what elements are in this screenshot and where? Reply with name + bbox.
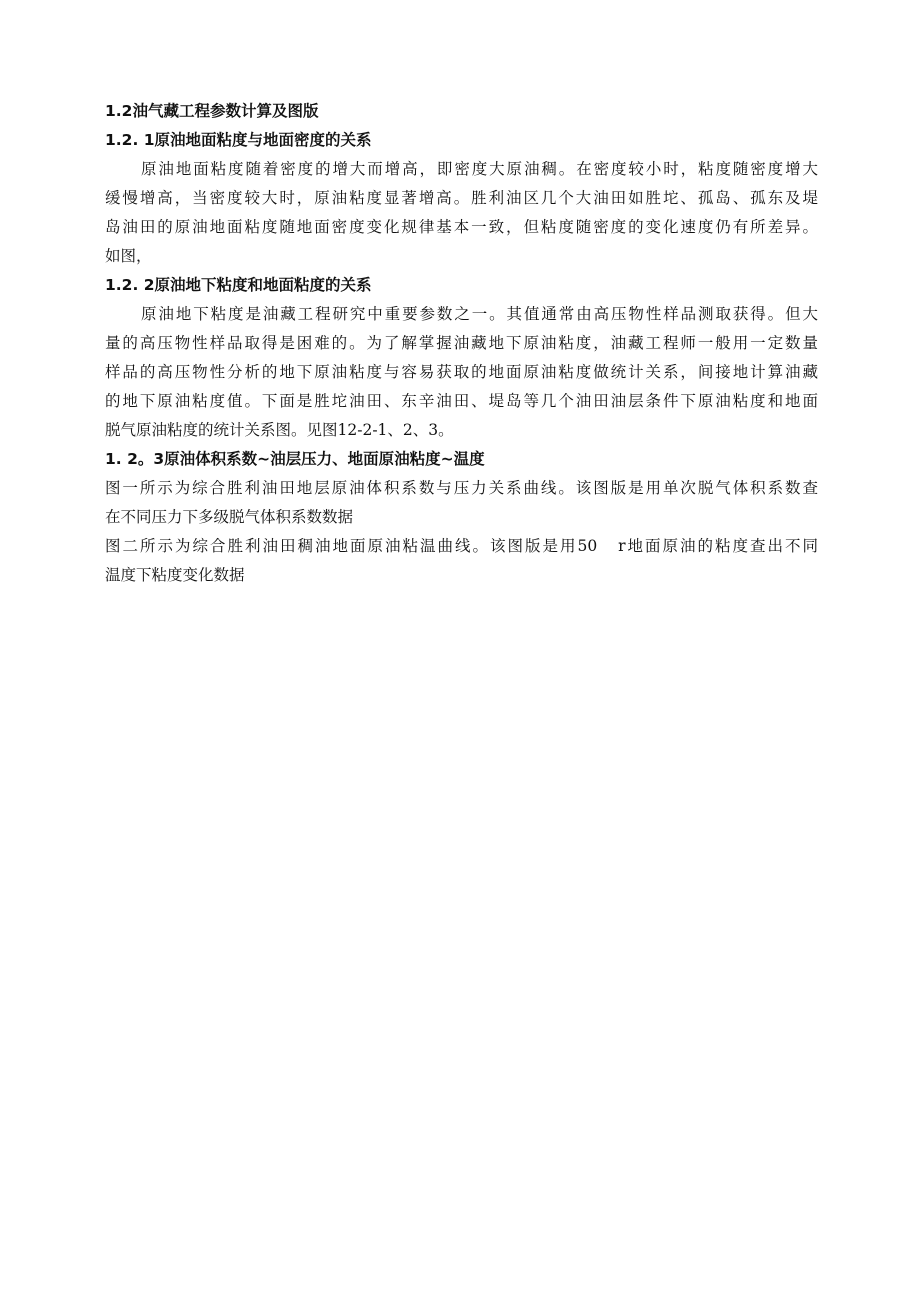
paragraph-line: 图一所示为综合胜利油田地层原油体积系数与压力关系曲线。该图版是用单次脱气体积系数查 <box>105 479 818 497</box>
paragraph-line: 原油地面粘度随着密度的增大而增高，即密度大原油稠。在密度较小时，粘度随密度增大 <box>141 160 818 178</box>
paragraph-viscosity-density <box>105 155 818 271</box>
paragraph-line: 温度下粘度变化数据 <box>105 566 245 584</box>
paragraph-line: 缓慢增高，当密度较大时，原油粘度显著增高。胜利油区几个大油田如胜坨、孤岛、孤东及堤 <box>105 189 818 207</box>
paragraph-subsurface-viscosity <box>105 300 818 445</box>
paragraph-line: 图二所示为综合胜利油田稠油地面原油粘温曲线。该图版是用50 r地面原油的粘度查出不同 <box>105 537 818 555</box>
document-page <box>105 97 818 590</box>
section-heading-1-2: 1.2油气藏工程参数计算及图版 <box>105 102 319 120</box>
section-heading-1-2-1: 1.2. 1原油地面粘度与地面密度的关系 <box>105 131 372 149</box>
section-heading-1-2-3: 1. 2。3原油体积系数~油层压力、地面原油粘度~温度 <box>105 450 485 468</box>
paragraph-line: 脱气原油粘度的统计关系图。见图12-2-1、2、3。 <box>105 421 454 439</box>
paragraph-line: 原油地下粘度是油藏工程研究中重要参数之一。其值通常由高压物性样品测取获得。但大 <box>141 305 818 323</box>
paragraph-line: 的地下原油粘度值。下面是胜坨油田、东辛油田、堤岛等几个油田油层条件下原油粘度和地面 <box>105 392 818 410</box>
paragraph-line: 岛油田的原油地面粘度随地面密度变化规律基本一致，但粘度随密度的变化速度仍有所差异。 <box>105 218 818 236</box>
paragraph-figure-one <box>105 474 818 532</box>
paragraph-line: 在不同压力下多级脱气体积系数数据 <box>105 508 354 526</box>
paragraph-figure-two <box>105 532 818 590</box>
paragraph-line: 量的高压物性样品取得是困难的。为了解掌握油藏地下原油粘度，油藏工程师一般用一定数量 <box>105 334 818 352</box>
section-heading-1-2-2: 1.2. 2原油地下粘度和地面粘度的关系 <box>105 276 372 294</box>
paragraph-line: 如图， <box>105 247 152 265</box>
paragraph-line: 样品的高压物性分析的地下原油粘度与容易获取的地面原油粘度做统计关系，间接地计算油藏 <box>105 363 818 381</box>
